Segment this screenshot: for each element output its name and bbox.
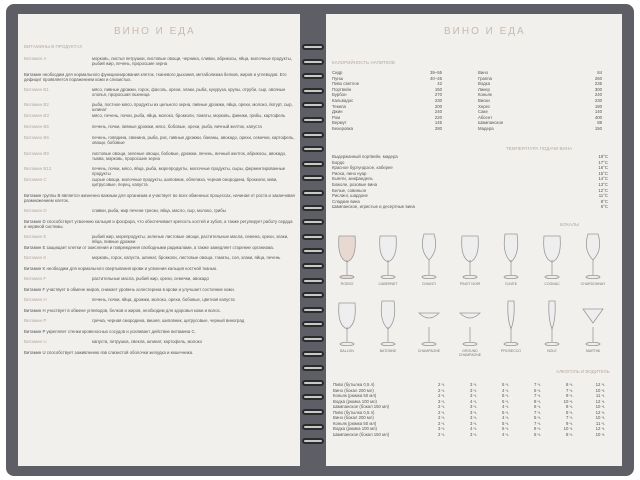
wine-glass-icon: [376, 232, 400, 285]
temperature-value: 14°C: [598, 176, 608, 182]
spiral-ring: [302, 380, 324, 386]
spiral-ring: [302, 234, 324, 240]
calorie-value: 84: [597, 70, 602, 75]
vitamin-description: Витамин P укрепляет стенки кровеносных сосудов и усиливает действие витамина C.: [24, 328, 196, 334]
calorie-value: 240: [434, 109, 442, 115]
glass-label: BOLE: [547, 349, 557, 353]
wine-type: Сладкие вина: [332, 198, 360, 204]
glass-label: PINOT NOIR: [459, 282, 481, 286]
spiral-ring: [302, 409, 324, 415]
vitamin-sources: листовые овощи, зеленые овощи, бобовые, дрожжи, печень, яичный желток, абрикосы, авокадо, тыква, морковь, проросшие зерна: [92, 150, 287, 161]
vitamin-description: Витамин группы B является жизненно важным для организма и участвует во всех обменных процессах, начиная от роста и заканчивая размножением клеток.: [24, 192, 295, 203]
vitamin-label: Витамин C: [24, 177, 47, 182]
calorie-value: 220: [434, 114, 442, 120]
drink-name: Вино: [478, 70, 489, 75]
calorie-value: 145: [434, 120, 442, 126]
vitamin-sources: печень, почки, яйца, дрожжи, молоко, орехи, бобовые, цветная капуста: [92, 296, 235, 302]
spiral-ring: [302, 438, 324, 444]
hours-cell: 3 ч.: [469, 382, 477, 387]
hours-cell: 10 ч.: [563, 426, 573, 431]
drink-name: Граппа: [478, 75, 492, 81]
hours-cell: 4 ч.: [501, 404, 509, 409]
hours-cell: 7 ч.: [533, 382, 541, 387]
spiral-ring: [302, 351, 324, 357]
calorie-value: 280: [434, 126, 442, 131]
drink-name: Ликер: [478, 86, 490, 92]
spiral-ring: [302, 321, 324, 327]
hours-cell: 4 ч.: [469, 398, 477, 404]
drink-name-cell: Пиво (бутылка 0,5 л): [333, 409, 375, 415]
hours-cell: 3 ч.: [469, 404, 477, 409]
wine-glass-icon: [540, 299, 564, 352]
drink-name: Бехеровка: [332, 126, 354, 131]
drink-name: Вермут: [332, 120, 347, 126]
wine-glass-icon: [540, 232, 564, 285]
spiral-ring: [302, 307, 324, 313]
hours-cell: 10 ч.: [595, 404, 605, 409]
calorie-row: [332, 126, 442, 132]
wine-type: Красное бургундское, каберне: [332, 165, 393, 171]
hours-cell: 12 ч.: [595, 426, 605, 431]
temperature-row: [332, 204, 608, 210]
glass-label: ROSSO: [340, 282, 354, 286]
glass-label: COGNAC: [544, 282, 560, 286]
vitamin-sources: растительные масла, рыбий жир, орехи, семечки, авокадо: [92, 275, 209, 281]
spiral-ring: [302, 278, 324, 284]
vitamin-sources: мясо, пивные дрожжи, горох, фасоль, орехи, злаки, рыба, кукуруза, крупы, отруби, сыр, овсяные хлопья, проросшая пшеница: [92, 86, 286, 97]
temperature-value: 12°C: [598, 187, 608, 193]
left-page-title: ВИНО И ЕДА: [114, 26, 196, 37]
hours-cell: 7 ч.: [533, 409, 541, 415]
glass-label: BALLON: [340, 349, 354, 353]
calorie-value: 39–55: [430, 70, 442, 75]
spiral-ring: [302, 88, 324, 94]
hours-cell: 10 ч.: [563, 398, 573, 404]
hours-cell: 7 ч.: [565, 387, 573, 393]
drink-name: Виски: [478, 98, 490, 103]
hours-cell: 3 ч.: [437, 426, 445, 431]
vitamin-sources: рыба, постное мясо, продукты из цельного зерна, пивные дрожжи, яйца, орехи, молоко, йогурт, сыр, шпинат: [92, 102, 293, 112]
glass-label: CUVEE: [504, 282, 518, 286]
spiral-ring: [302, 292, 324, 298]
vitamin-sources: сливки, рыба, жир печени трески, яйца, масло, сыр, молоко, грибы: [92, 207, 226, 213]
spiral-ring: [302, 336, 324, 342]
drink-name-cell: Шампанское (бокал 150 мл): [333, 404, 390, 409]
wine-glass-icon: [417, 232, 441, 285]
hours-cell: 3 ч.: [469, 431, 477, 437]
temperature-value: 8°C: [600, 198, 608, 204]
temperature-value: 11°C: [598, 193, 608, 199]
wine-glass-icon: [458, 232, 482, 285]
temperature-value: 15°C: [598, 170, 608, 176]
hours-cell: 7 ч.: [533, 393, 541, 398]
hours-cell: 5 ч.: [533, 387, 541, 393]
left-page: [18, 14, 300, 466]
drink-name: Саке: [478, 109, 488, 115]
hours-cell: 8 ч.: [533, 398, 541, 404]
vitamin-sources: морковь, горох, капуста, шпинат, брокколи, листовые овощи, томаты, соя, злаки, яйца, печень: [92, 254, 281, 260]
vitamin-sources: капуста, петрушка, свекла, шпинат, картофель, молоко: [92, 338, 202, 344]
wine-type: Божоле, розовые вина: [332, 182, 378, 187]
spiral-ring: [302, 132, 324, 138]
vitamin-description: Витамин F участвует в обмене жиров, снижает уровень холестерина в крови и улучшает состояние кожи.: [24, 286, 235, 292]
drink-name: Шампанское: [478, 120, 504, 126]
glass-label: CHIANTI: [422, 282, 436, 286]
vitamin-sources: сырые овощи, молочные продукты, шиповник, облепиха, черная смородина, брокколи, киви, цитрусовые, перец, капуста: [92, 177, 278, 187]
vitamin-description: Витамин U способствует заживлению язв слизистой оболочки желудка и кишечника.: [24, 349, 194, 355]
wine-glass-icon: [581, 299, 605, 352]
spiral-ring: [302, 219, 324, 225]
drink-name-cell: Водка (рюмка 100 мл): [333, 426, 377, 431]
calorie-value: 180: [594, 103, 602, 109]
hours-cell: 3 ч.: [469, 420, 477, 426]
hours-cell: 5 ч.: [501, 393, 509, 398]
hours-cell: 11 ч.: [595, 393, 605, 398]
calorie-value: 150: [434, 86, 442, 92]
hours-cell: 4 ч.: [501, 387, 509, 393]
hours-cell: 8 ч.: [565, 431, 573, 437]
hours-cell: 3 ч.: [437, 398, 445, 404]
drink-name-cell: Вино (бокал 200 мл): [333, 387, 374, 393]
hours-cell: 3 ч.: [469, 409, 477, 415]
drink-name: Мадера: [478, 126, 494, 131]
vitamin-sources: печень, говядина, свинина, рыба, рис, пивные дрожжи, бананы, авокадо, орехи, семечки, картофель, овощи, бобовые: [92, 135, 295, 145]
calorie-value: 42: [437, 81, 442, 87]
drink-name: Водка: [478, 81, 491, 87]
calorie-value: 150: [594, 126, 602, 131]
wine-type: Риоха, пино нуар: [332, 170, 367, 176]
hours-cell: 4 ч.: [501, 415, 509, 420]
spiral-ring: [302, 117, 324, 123]
glass-label: BATONNE: [379, 349, 397, 353]
calorie-value: 240: [594, 92, 602, 98]
vitamin-sources: печень, почки, пивные дрожжи, мясо, бобовые, орехи, рыба, яичный желток, капуста: [92, 124, 262, 129]
glass-label: CHARDONNAY: [580, 282, 606, 286]
drink-name: Херес: [478, 103, 491, 109]
vitamin-label: Витамин U: [24, 338, 47, 344]
spiral-ring: [302, 146, 324, 152]
drink-name-cell: Коньяк (рюмка 50 мл): [333, 420, 377, 426]
spiral-ring: [302, 175, 324, 181]
wine-glass-icon: [581, 232, 605, 285]
drink-name: Портвейн: [332, 86, 352, 92]
glass-label: CHAMPAGNE: [417, 349, 441, 353]
vitamin-sources: морковь, листья петрушки, листовые овощи, черника, сливки, абрикосы, яйца, молочные продукты, рыбий жир, печень, проросшие зерна: [92, 56, 292, 66]
vitamin-sources: мясо, печень, почки, рыба, яйца, молоко, брокколи, томаты, морковь, финики, грибы, картофель: [92, 113, 286, 118]
spiral-ring: [302, 102, 324, 108]
vitamin-label: Витамин B2: [24, 102, 49, 107]
calories-header: КАЛОРИЙНОСТЬ НАПИТКОВ: [332, 60, 395, 65]
temperature-value: 18°C: [598, 154, 608, 159]
vitamin-description: Витамин K необходим для нормального свертывания крови и усвоения кальция костной тканью.: [24, 265, 218, 271]
vitamin-label: Витамин B5: [24, 124, 49, 129]
hours-cell: 10 ч.: [595, 387, 605, 393]
spiral-ring: [302, 394, 324, 400]
calorie-value: 235: [594, 81, 602, 87]
spiral-ring: [302, 424, 324, 430]
drink-name: Текила: [332, 103, 346, 109]
drink-name-cell: Пиво (бутылка 0,5 л): [333, 382, 375, 387]
drink-name-cell: Шампанское (бокал 150 мл): [333, 431, 390, 437]
drink-name-cell: Коньяк (рюмка 50 мл): [333, 393, 377, 398]
vitamin-label: Витамин P: [24, 317, 47, 323]
wine-glass-icon: [335, 299, 359, 352]
hours-cell: 5 ч.: [501, 420, 509, 426]
wine-type: Белые, совиньон: [332, 187, 367, 193]
table-row: [332, 432, 606, 438]
drink-name: Сидр: [332, 70, 343, 75]
notebook-cover: [6, 4, 634, 476]
temperature-value: 17°C: [598, 159, 608, 165]
hours-cell: 12 ч.: [595, 409, 605, 415]
table-row: [332, 426, 606, 432]
wine-glass-icon: [499, 232, 523, 285]
hours-cell: 12 ч.: [595, 398, 605, 404]
wine-glass-icon: [376, 299, 400, 352]
hours-cell: 12 ч.: [595, 382, 605, 387]
vitamin-sources: рыбий жир, морепродукты, зеленые листовые овощи, растительные масла, семена, орехи, злаки, яйца, пивные дрожжи: [92, 233, 289, 244]
vitamin-label: Витамин A: [24, 56, 47, 61]
calorie-value: 400: [594, 114, 602, 120]
glass-label: PROSECCO: [500, 349, 522, 353]
calorie-value: 140: [594, 109, 602, 115]
spiral-ring: [302, 161, 324, 167]
spiral-ring: [302, 248, 324, 254]
wine-glass-icon: [335, 232, 359, 285]
calorie-value: 300: [594, 86, 602, 92]
vitamin-label: Витамин B9: [24, 150, 49, 156]
hours-cell: 5 ч.: [501, 409, 509, 415]
calorie-value: 270: [434, 92, 442, 98]
vitamin-description: Витамин E защищает клетки от окисления и повреждения свободными радикалами, а также замедляет старение организма.: [24, 244, 275, 250]
wine-type: Выдержанный портвейн, мадера: [332, 154, 398, 159]
hours-cell: 6 ч.: [501, 398, 509, 404]
temperature-value: 6°C: [600, 204, 608, 210]
spiral-ring: [302, 190, 324, 196]
spiral-ring: [302, 73, 324, 79]
vitamin-description: Витамин H участвует в обмене углеводов, белков и жиров, необходим для здоровья кожи и волос.: [24, 307, 222, 313]
calorie-value: 200: [434, 103, 442, 109]
hours-cell: 7 ч.: [533, 420, 541, 426]
drinks-header: АЛКОГОЛЬ И ВОДИТЕЛЬ: [556, 369, 610, 374]
hours-cell: 10 ч.: [595, 431, 605, 437]
hours-cell: 2 ч.: [437, 420, 445, 426]
hours-cell: 2 ч.: [437, 382, 445, 387]
hours-cell: 2 ч.: [437, 404, 445, 409]
wine-glass-icon: [417, 299, 441, 352]
spiral-ring: [302, 59, 324, 65]
hours-cell: 5 ч.: [501, 382, 509, 387]
hours-cell: 6 ч.: [501, 426, 509, 431]
drink-name-cell: Водка (рюмка 100 мл): [333, 398, 377, 404]
vitamin-label: Витамин F: [24, 275, 47, 281]
drink-name: Ром: [332, 114, 341, 120]
hours-cell: 3 ч.: [469, 393, 477, 398]
vitamin-label: Витамин B3: [24, 113, 49, 118]
glasses-header: БОКАЛЫ: [560, 222, 580, 227]
hours-cell: 10 ч.: [595, 415, 605, 420]
calorie-value: 260: [594, 75, 602, 81]
spiral-ring: [302, 263, 324, 269]
temps-header: ТЕМПЕРАТУРА ПОДАЧИ ВИНА: [506, 146, 572, 151]
hours-cell: 3 ч.: [469, 387, 477, 393]
wine-type: Бордо: [332, 159, 345, 165]
hours-cell: 8 ч.: [565, 404, 573, 409]
vitamin-sources: печень, почки, мясо, яйца, рыба, морепродукты, молочные продукты, сыры, ферментированные продукты: [92, 166, 286, 176]
right-page: [326, 14, 622, 466]
vitamin-sources: гречка, черная смородина, вишня, шиповник, цитрусовые, черный виноград: [92, 317, 245, 323]
calorie-value: 230: [434, 98, 442, 103]
spiral-ring: [302, 365, 324, 371]
spiral-ring: [302, 44, 324, 50]
hours-cell: 6 ч.: [533, 404, 541, 409]
hours-cell: 5 ч.: [533, 415, 541, 420]
hours-cell: 4 ч.: [469, 426, 477, 431]
calorie-row: [478, 126, 602, 132]
vitamin-label: Витамин B6: [24, 135, 49, 140]
vitamin-description: Витамин необходим для нормального функционирования клеток, тканевого дыхания, метаболизма белков, жиров и углеводов. Его дефицит проявляется поражением кожи и слизистых.: [24, 71, 287, 82]
hours-cell: 6 ч.: [533, 431, 541, 437]
drink-name: Бурбон: [332, 92, 347, 98]
drink-name: Джин: [332, 109, 343, 115]
vitamin-label: Витамин E: [24, 233, 47, 239]
wine-type: Кьянти, зинфандель: [332, 176, 373, 182]
hours-cell: 3 ч.: [469, 415, 477, 420]
hours-cell: 2 ч.: [437, 387, 445, 393]
hours-cell: 8 ч.: [565, 382, 573, 387]
right-page-title: ВИНО И ЕДА: [444, 26, 526, 37]
hours-cell: 7 ч.: [565, 415, 573, 420]
vitamin-label: Витамин H: [24, 296, 47, 302]
drink-name: Пунш: [332, 75, 344, 81]
wine-glass-icon: [499, 299, 523, 352]
drink-name: Абсент: [478, 114, 493, 120]
calorie-value: 40–45: [430, 75, 442, 81]
hours-cell: 2 ч.: [437, 415, 445, 420]
hours-cell: 9 ч.: [565, 420, 573, 426]
vitamin-label: Витамин D: [24, 207, 47, 213]
wine-type: Шампанское, игристые и десертные вина: [332, 204, 415, 210]
calorie-value: 88: [597, 120, 602, 126]
vitamin-label: Витамин B12: [24, 166, 52, 171]
hours-cell: 8 ч.: [565, 409, 573, 415]
calorie-value: 230: [594, 98, 602, 103]
hours-cell: 9 ч.: [565, 393, 573, 398]
hours-cell: 11 ч.: [595, 420, 605, 426]
wine-type: Рислинг, шардоне: [332, 193, 368, 199]
drink-name-cell: Вино (бокал 200 мл): [333, 415, 374, 420]
vitamin-label: Витамин B1: [24, 86, 49, 92]
vitamin-label: Витамин K: [24, 254, 47, 260]
hours-cell: 2 ч.: [437, 393, 445, 398]
wine-glass-icon: [458, 299, 482, 352]
alcohol-timing-table: [332, 382, 606, 437]
temperature-value: 13°C: [598, 182, 608, 187]
glass-label: MARTINI: [585, 349, 601, 353]
spiral-binding: [300, 44, 326, 464]
drink-name: Коньяк: [478, 92, 492, 98]
vitamin-description: Витамин D способствует усвоению кальция и фосфора, что обеспечивает крепость костей и зубов, а также регулирует работу сердца и нервной системы.: [24, 218, 293, 229]
temperature-value: 16°C: [598, 165, 608, 171]
glass-label: GROUND CHAMPAGNE: [458, 349, 482, 357]
hours-cell: 8 ч.: [533, 426, 541, 431]
drink-name: Пиво светлое: [332, 81, 360, 87]
hours-cell: 2 ч.: [437, 409, 445, 415]
hours-cell: 4 ч.: [501, 431, 509, 437]
hours-cell: 2 ч.: [437, 431, 445, 437]
left-page-subtitle: ВИТАМИНЫ В ПРОДУКТАХ: [24, 44, 83, 49]
drink-name: Кальвадос: [332, 98, 354, 103]
glass-label: CABERNET: [378, 282, 398, 286]
spiral-ring: [302, 205, 324, 211]
